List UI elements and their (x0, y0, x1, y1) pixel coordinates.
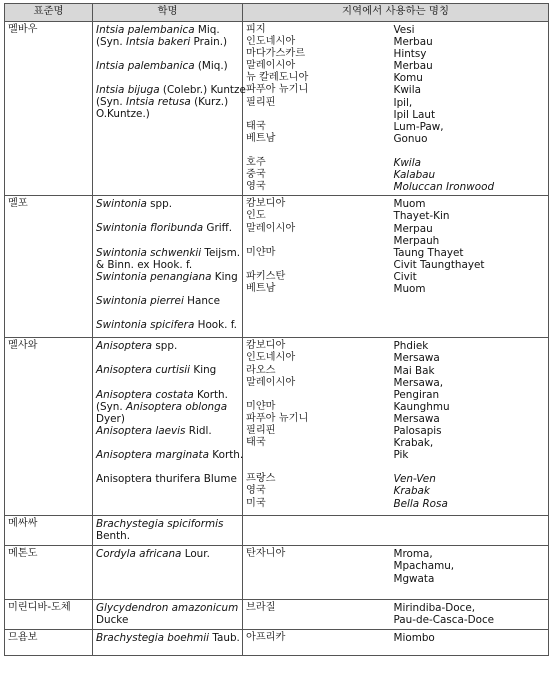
italic-name-part: Brachystegia boehmii (96, 632, 210, 645)
name-part: Miq. (194, 24, 220, 36)
region-name: 브라질 (246, 602, 276, 614)
region-name (246, 614, 388, 626)
standard-name-cell: 멜바우 (5, 22, 93, 196)
italic-name-part: Swintonia penangiana (96, 270, 212, 283)
italic-name-part: Anisoptera laevis (96, 424, 186, 437)
region-cell (243, 516, 391, 546)
local-name: Krabak, (393, 437, 434, 450)
timber-name-table (4, 3, 549, 656)
scientific-name-entry (96, 319, 239, 331)
scientific-name-cell (93, 630, 243, 656)
name-part: Taub. (209, 632, 240, 645)
local-name: Mirindiba-Doce, (393, 602, 476, 615)
local-name: Kwila (393, 157, 421, 170)
region-name (246, 573, 388, 585)
name-part: O.Kuntze.) (96, 108, 150, 121)
region-name: 마다가스카르 (246, 48, 306, 60)
region-cell (243, 338, 391, 516)
local-name: Merpauh (393, 234, 440, 247)
region-name: 파푸아 뉴기니 (246, 84, 309, 96)
region-name (246, 389, 388, 401)
name-part: (Miq.) (194, 60, 228, 73)
italic-name-part: Swintonia schwenkii (96, 246, 202, 259)
name-part: King (190, 364, 217, 377)
italic-name-part: Glycydendron amazonicum (96, 602, 239, 615)
scientific-name-cell (93, 600, 243, 630)
region-name (246, 449, 388, 461)
local-name: Miombo (393, 632, 435, 645)
local-name: Mpachamu, (393, 560, 455, 573)
name-part: & Binn. ex Hook. f. (96, 258, 193, 271)
italic-name-part: Anisoptera oblonga (126, 400, 228, 413)
local-name: Pik (393, 449, 409, 462)
italic-name-part: Swintonia (96, 198, 147, 211)
local-name-cell (391, 338, 549, 516)
table-body (5, 22, 549, 656)
standard-name-cell: 멜사와 (5, 338, 93, 516)
header-regional-name: 지역에서 사용하는 명칭 (243, 4, 549, 22)
scientific-name-entry (96, 247, 239, 271)
name-part: Hook. f. (194, 318, 237, 331)
region-name: 호주 (246, 157, 266, 169)
standard-name-cell: 멜포 (5, 196, 93, 338)
local-name: Hintsy (393, 48, 427, 61)
scientific-name-line (96, 602, 239, 614)
local-name: Pau-de-Casca-Doce (393, 614, 495, 627)
table-row (5, 22, 549, 196)
local-name-cell (391, 546, 549, 600)
region-name (246, 560, 388, 572)
scientific-name-line (96, 36, 239, 48)
table-row (5, 630, 549, 656)
italic-name-part: Intsia bijuga (96, 84, 160, 97)
standard-name-cell: 메싸싸 (5, 516, 93, 546)
italic-name-part: Intsia palembanica (96, 60, 195, 73)
scientific-name-line (96, 222, 239, 234)
local-name: Civit (393, 270, 417, 283)
region-name: 영국 (246, 181, 266, 193)
local-name: Kaunghmu (393, 400, 450, 413)
scientific-name-entry (96, 473, 239, 485)
name-part: (Syn. (96, 36, 126, 49)
name-part: (Colebr.) Kuntze (159, 84, 246, 97)
local-name: Civit Taungthayet (393, 258, 485, 271)
region-name: 미얀마 (246, 400, 276, 412)
local-name: Pengiran (393, 388, 440, 401)
region-name: 베트남 (246, 132, 276, 144)
scientific-name-line (96, 632, 239, 644)
local-name: Ven-Ven (393, 473, 436, 486)
region-name: 뉴 칼레도니아 (246, 72, 309, 84)
scientific-name-entry (96, 548, 239, 560)
region-name: 필리핀 (246, 96, 276, 108)
name-part: Anisoptera thurifera Blume (96, 472, 237, 485)
local-name: Krabak (393, 485, 430, 498)
italic-name-part: Anisoptera marginata (96, 448, 209, 461)
local-name-cell (391, 516, 549, 546)
region-name: 파키스탄 (246, 270, 286, 282)
scientific-name-entry (96, 364, 239, 376)
scientific-name-line (96, 530, 239, 542)
region-name: 피지 (246, 24, 266, 35)
name-part: Lour. (181, 548, 210, 561)
name-part: Korth. (193, 388, 228, 401)
scientific-name-line (96, 108, 239, 120)
local-name: Merbau (393, 60, 433, 73)
scientific-name-line (96, 60, 239, 72)
region-cell (243, 22, 391, 196)
local-name: Lum-Paw, (393, 120, 444, 133)
italic-name-part: Anisoptera costata (96, 388, 194, 401)
region-cell (243, 546, 391, 600)
local-name (394, 145, 546, 157)
region-name (246, 145, 388, 157)
scientific-name-line (96, 413, 239, 425)
header-scientific-name: 학명 (93, 4, 243, 22)
scientific-name-line (96, 96, 239, 108)
region-name: 미국 (246, 497, 266, 509)
local-name: Moluccan Ironwood (393, 181, 495, 194)
region-name: 인도 (246, 210, 266, 222)
scientific-name-line (96, 271, 239, 283)
name-part: Dyer) (96, 412, 125, 425)
name-part: Hance (183, 294, 221, 307)
scientific-name-cell (93, 196, 243, 338)
region-name: 영국 (246, 485, 266, 497)
local-name: Merbau (393, 36, 433, 49)
scientific-name-cell (93, 546, 243, 600)
scientific-name-line (96, 548, 239, 560)
scientific-name-line (96, 401, 239, 413)
local-name: Mersawa (393, 352, 440, 365)
standard-name-cell: 미린디바-도체 (5, 600, 93, 630)
local-name: Mgwata (393, 572, 435, 585)
name-part: (Syn. (96, 400, 126, 413)
scientific-name-line (96, 389, 239, 401)
name-part: Benth. (96, 530, 131, 543)
scientific-name-line (96, 425, 239, 437)
region-name (246, 461, 388, 473)
region-name: 파푸아 뉴기니 (246, 412, 309, 424)
italic-name-part: Intsia retusa (126, 96, 191, 109)
local-name: Ipil Laut (393, 108, 436, 121)
local-name: Ipil, (393, 96, 413, 109)
scientific-name-entry (96, 295, 239, 307)
local-name: Merpau (393, 222, 433, 235)
region-name: 인도네시아 (246, 36, 296, 48)
local-name-cell (391, 630, 549, 656)
italic-name-part: Swintonia pierrei (96, 294, 184, 307)
scientific-name-entry (96, 518, 239, 542)
name-part: Korth. (209, 448, 244, 461)
italic-name-part: Intsia bakeri (126, 36, 191, 49)
region-name: 미얀마 (246, 246, 276, 258)
scientific-name-line (96, 259, 239, 271)
local-name (394, 461, 546, 473)
name-part: spp. (152, 340, 178, 353)
name-part: (Kurz.) (190, 96, 229, 109)
scientific-name-entry (96, 198, 239, 210)
scientific-name-line (96, 614, 239, 626)
region-cell (243, 196, 391, 338)
italic-name-part: Anisoptera (96, 340, 153, 353)
scientific-name-line (96, 364, 239, 376)
scientific-name-entry (96, 24, 239, 48)
local-name: Phdiek (393, 340, 429, 353)
local-name: Mai Bak (393, 364, 435, 377)
name-part: (Syn. (96, 96, 126, 109)
local-name: Bella Rosa (393, 497, 448, 510)
local-name: Mersawa (393, 412, 440, 425)
name-part: Ridl. (185, 424, 212, 437)
scientific-name-entry (96, 425, 239, 437)
name-part: Prain.) (190, 36, 228, 49)
italic-name-part: Swintonia spicifera (96, 318, 195, 331)
local-name: Kalabau (393, 169, 436, 182)
italic-name-part: Swintonia floribunda (96, 222, 204, 235)
local-name-cell (391, 196, 549, 338)
local-name: Thayet-Kin (393, 210, 450, 223)
region-name: 프랑스 (246, 473, 276, 485)
table-row (5, 338, 549, 516)
scientific-name-line (96, 518, 239, 530)
header-standard-name: 표준명 (5, 4, 93, 22)
scientific-name-entry (96, 84, 246, 121)
scientific-name-entry (96, 632, 239, 644)
scientific-name-cell (93, 338, 243, 516)
scientific-name-entry (96, 60, 239, 72)
region-name: 캄보디아 (246, 198, 286, 210)
region-name (246, 109, 388, 121)
region-name: 캄보디아 (246, 340, 286, 352)
region-cell (243, 630, 391, 656)
local-name-cell (391, 22, 549, 196)
region-name: 탄자니아 (246, 548, 286, 560)
region-name: 인도네시아 (246, 352, 296, 364)
scientific-name-entry (96, 448, 244, 461)
local-name-cell (391, 600, 549, 630)
local-name: Vesi (393, 24, 415, 36)
table-row (5, 196, 549, 338)
region-name: 말레이시아 (246, 222, 296, 234)
scientific-name-cell (93, 516, 243, 546)
scientific-name-line (96, 247, 239, 259)
scientific-name-line (96, 24, 239, 36)
region-name: 태국 (246, 120, 266, 132)
region-name: 베트남 (246, 282, 276, 294)
local-name: Komu (393, 72, 423, 85)
scientific-name-line (96, 473, 239, 485)
scientific-name-entry (96, 340, 239, 352)
scientific-name-line (96, 319, 239, 331)
region-cell (243, 600, 391, 630)
name-part: Ducke (96, 614, 129, 627)
region-name: 중국 (246, 169, 266, 181)
scientific-name-cell (93, 22, 246, 196)
local-name: Muom (393, 282, 426, 295)
region-name: 필리핀 (246, 424, 276, 436)
table-row (5, 600, 549, 630)
table-header-row (5, 4, 549, 22)
italic-name-part: Anisoptera curtisii (96, 364, 191, 377)
region-name: 라오스 (246, 364, 276, 376)
local-name: Mersawa, (393, 376, 444, 389)
standard-name-cell: 므욤보 (5, 630, 93, 656)
region-name: 태국 (246, 437, 266, 449)
italic-name-part: Intsia palembanica (96, 24, 195, 36)
scientific-name-line (96, 295, 239, 307)
scientific-name-entry (96, 271, 239, 283)
table-row (5, 516, 549, 546)
name-part: Griff. (203, 222, 233, 235)
region-name: 말레이시아 (246, 60, 296, 72)
scientific-name-entry (96, 602, 239, 626)
scientific-name-line (96, 448, 244, 461)
italic-name-part: Cordyla africana (96, 548, 182, 561)
name-part: Teijsm. (201, 246, 241, 259)
scientific-name-line (96, 198, 239, 210)
table-row (5, 546, 549, 600)
region-name: 아프리카 (246, 632, 286, 644)
region-name (246, 259, 388, 271)
local-name: Kwila (393, 84, 421, 97)
scientific-name-entry (96, 389, 239, 425)
local-name: Mroma, (393, 548, 433, 561)
region-name (246, 235, 388, 247)
local-name: Palosapis (393, 424, 442, 437)
local-name: Gonuo (393, 132, 428, 145)
local-name: Muom (393, 198, 426, 211)
standard-name-cell: 메톤도 (5, 546, 93, 600)
italic-name-part: Brachystegia spiciformis (96, 518, 224, 531)
local-name: Taung Thayet (393, 246, 464, 259)
name-part: spp. (146, 198, 173, 211)
scientific-name-entry (96, 222, 239, 234)
scientific-name-line (96, 340, 239, 352)
name-part: King (211, 270, 238, 283)
region-name: 말레이시아 (246, 376, 296, 388)
scientific-name-line (96, 84, 246, 97)
